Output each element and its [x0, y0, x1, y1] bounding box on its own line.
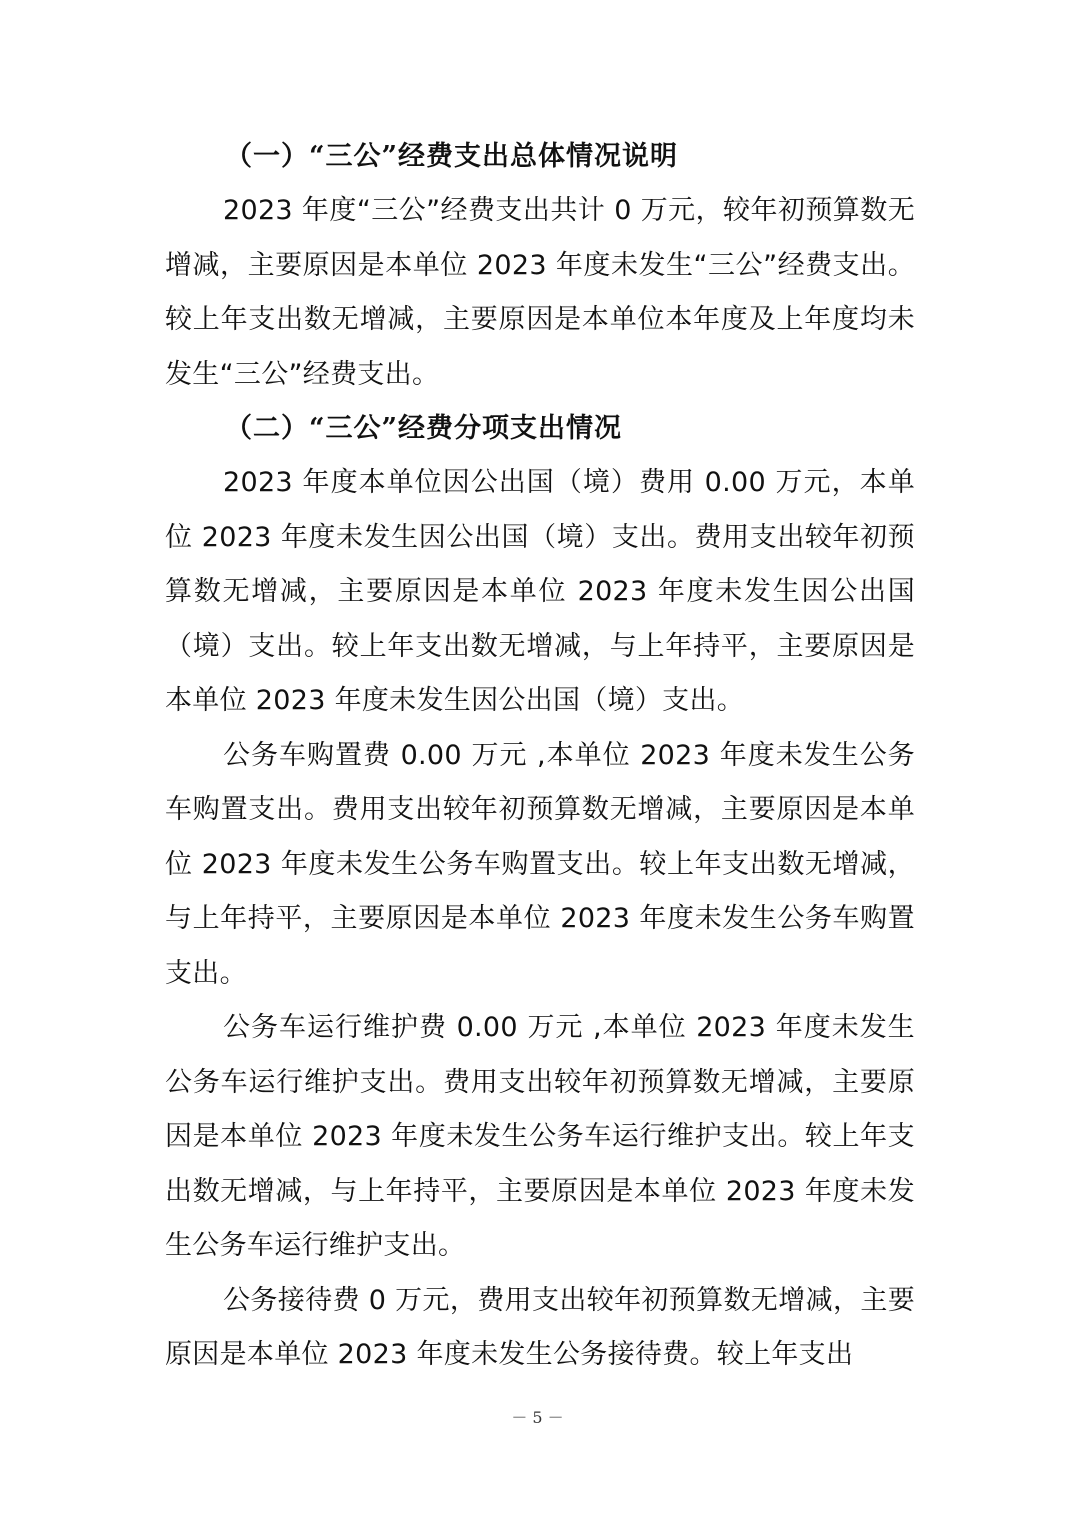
paragraph-overseas-travel: 2023 年度本单位因公出国（境）费用 0.00 万元，本单位 2023 年度未发生因公出国（境）支出。费用支出较年初预算数无增减，主要原因是本单位 2023 年度未发生因公出国（境）支出。较上年支出数无增减，与上年持平，主要原因是本单位 2023 年度未发生因公出国（境）支出。: [165, 467, 915, 716]
paragraph-official-reception: 公务接待费 0 万元，费用支出较年初预算数无增减，主要原因是本单位 2023 年度未发生公务接待费。较上年支出: [165, 1284, 915, 1370]
paragraph-vehicle-purchase: 公务车购置费 0.00 万元 ,本单位 2023 年度未发生公务车购置支出。费用支出较年初预算数无增减，主要原因是本单位 2023 年度未发生公务车购置支出。较上年支出数无增减，与上年持平，主要原因是本单位 2023 年度未发生公务车购置支出。: [165, 739, 915, 989]
paragraph-overall: 2023 年度“三公”经费支出共计 0 万元，较年初预算数无增减，主要原因是本单位 2023 年度未发生“三公”经费支出。较上年支出数无增减，主要原因是本单位本年度及上年度均未发生“三公”经费支出。: [165, 195, 915, 390]
section-heading-itemized: （二）“三公”经费分项支出情况: [225, 413, 623, 444]
paragraph-vehicle-maintenance: 公务车运行维护费 0.00 万元 ,本单位 2023 年度未发生公务车运行维护支出。费用支出较年初预算数无增减，主要原因是本单位 2023 年度未发生公务车运行维护支出。较上年支出数无增减，与上年持平，主要原因是本单位 2023 年度未发生公务车运行维护支出。: [165, 1012, 915, 1261]
document-body: [165, 130, 915, 1383]
page-number: － 5 －: [511, 1408, 564, 1427]
section-heading-overall: （一）“三公”经费支出总体情况说明: [225, 141, 679, 172]
